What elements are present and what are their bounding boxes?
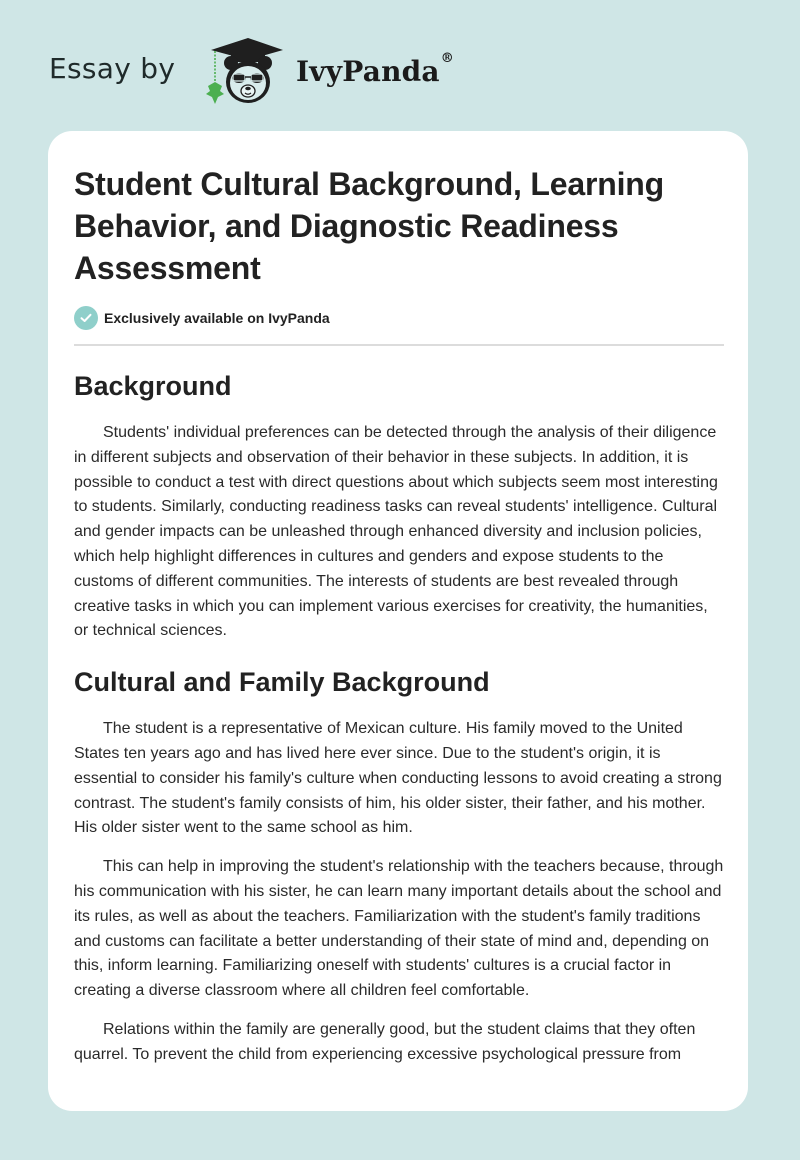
essay-content — [74, 163, 724, 1068]
essay-card — [48, 131, 748, 1111]
site-header — [0, 0, 800, 130]
check-circle-icon — [74, 306, 98, 330]
ivypanda-logo-text[interactable] — [296, 51, 454, 88]
section-heading-cultural-family-background: Cultural and Family Background — [74, 667, 490, 698]
paragraph: The student is a representative of Mexican culture. His family moved to the United States ten years ago and has lived here ever since. Due to the student's origin, it is essential to consider his family's culture when conducting lessons to avoid creating a strong contrast. The student's family consists of him, his older sister, their father, and his mother. His older sister went to the same school as him. — [74, 720, 722, 837]
essay-title: Student Cultural Background, Learning Behavior, and Diagnostic Readiness Assessment — [74, 166, 664, 286]
essay-by-label: Essay by — [49, 52, 176, 85]
exclusive-badge — [74, 305, 724, 331]
title-divider — [74, 344, 724, 346]
paragraph: This can help in improving the student's relationship with the teachers because, through his communication with his sister, he can learn many important details about the school and its rules, as well as about the teachers. Familiarization with the student's family traditions and customs can facilitate a better understanding of their state of mind and, depending on this, inform learning. Familiarizing oneself with students' cultures is a crucial factor in creating a diverse classroom where all children feel comfortable. — [74, 858, 724, 1000]
paragraph: Relations within the family are generally good, but the student claims that they often quarrel. To prevent the child from experiencing excessive psychological pressure from — [74, 1020, 696, 1063]
section-heading-background: Background — [74, 371, 232, 401]
registered-mark: ® — [440, 51, 454, 66]
exclusive-label: Exclusively available on IvyPanda — [104, 310, 330, 326]
paragraph: Students' individual preferences can be detected through the analysis of their diligence in different subjects and observation of their behavior in these subjects. In addition, it is possible to conduct a test with direct questions about which subjects seem most interesting to students. Similarly, conducting readiness tasks can reveal students' intelligence. Cultural and gender impacts can be unleashed through enhanced diversity and inclusion policies, which help highlight differences in cultures and genders and expose students to the customs of different communities. The interests of students are best revealed through creative tasks in which you can implement various exercises for creativity, the humanities, or technical sciences. — [74, 424, 718, 640]
brand-name: IvyPanda — [296, 55, 440, 88]
panda-graduation-cap-icon[interactable] — [203, 36, 291, 108]
